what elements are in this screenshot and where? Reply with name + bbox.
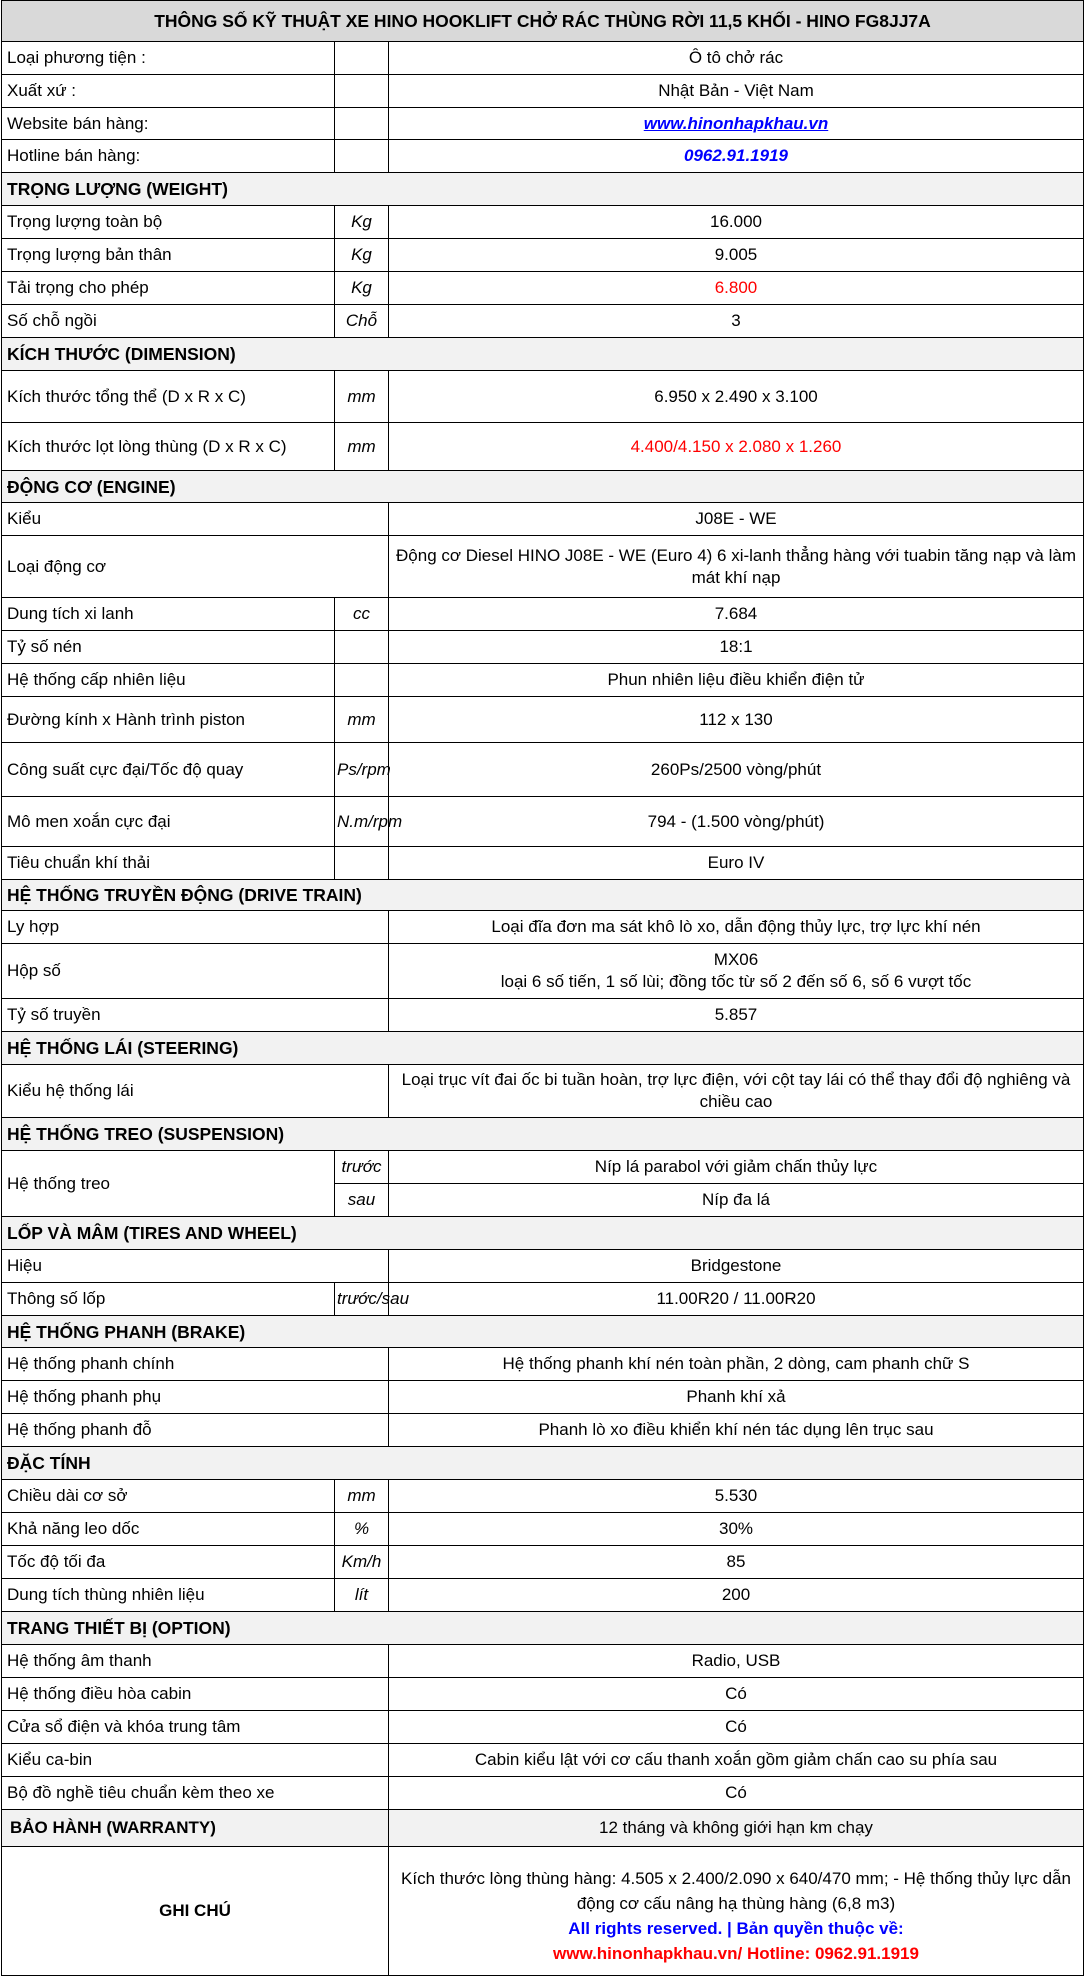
spec-unit: mm	[335, 423, 389, 471]
spec-label: Hệ thống điều hòa cabin	[2, 1678, 389, 1711]
spec-label: Số chỗ ngồi	[2, 305, 335, 338]
spec-value: Níp lá parabol với giảm chấn thủy lực	[389, 1151, 1084, 1184]
section-header-trang-thiet-bi-option	[2, 1612, 1084, 1645]
hotline-value: 0962.91.1919	[389, 140, 1084, 173]
spec-row-mo-men-xoan-cuc-dai	[2, 797, 1084, 847]
spec-unit: Km/h	[335, 1546, 389, 1579]
spec-unit	[335, 847, 389, 880]
warranty-row	[2, 1810, 1084, 1847]
spec-value: 794 - (1.500 vòng/phút)	[389, 797, 1084, 847]
spec-value: 6.950 x 2.490 x 3.100	[389, 371, 1084, 423]
spec-label: Hệ thống âm thanh	[2, 1645, 389, 1678]
section-header-dong-co-engine	[2, 471, 1084, 503]
spec-row-duong-kinh-x-hanh-trinh-piston	[2, 697, 1084, 743]
footer-contact[interactable]: www.hinonhapkhau.vn/ Hotline: 0962.91.1919	[553, 1944, 919, 1963]
spec-row-kha-nang-leo-doc	[2, 1513, 1084, 1546]
spec-label: Loại động cơ	[2, 536, 389, 598]
spec-row-cong-suat-cuc-dai-toc-do-quay	[2, 743, 1084, 797]
spec-unit: Kg	[335, 206, 389, 239]
spec-label: Bộ đồ nghề tiêu chuẩn kèm theo xe	[2, 1777, 389, 1810]
warranty-value: 12 tháng và không giới hạn km chạy	[389, 1810, 1084, 1847]
spec-unit: Ps/rpm	[335, 743, 389, 797]
spec-label: Thông số lốp	[2, 1283, 335, 1316]
spec-value: 85	[389, 1546, 1084, 1579]
spec-row-he-thong-phanh-do	[2, 1414, 1084, 1447]
spec-unit: mm	[335, 1480, 389, 1513]
spec-label: Loại phương tiện :	[2, 42, 335, 75]
section-header-dac-tinh	[2, 1447, 1084, 1480]
note-label: GHI CHÚ	[2, 1847, 389, 1976]
section-title: LỐP VÀ MÂM (TIRES AND WHEEL)	[2, 1217, 1084, 1250]
spec-row-he-thong-am-thanh	[2, 1645, 1084, 1678]
spec-row-hop-so	[2, 944, 1084, 999]
spec-value: Loại đĩa đơn ma sát khô lò xo, dẫn động thủy lực, trợ lực khí nén	[389, 911, 1084, 944]
spec-value: 260Ps/2500 vòng/phút	[389, 743, 1084, 797]
spec-unit: Chỗ	[335, 305, 389, 338]
title-row	[2, 1, 1084, 42]
spec-label: Hộp số	[2, 944, 389, 999]
spec-label: Dung tích xi lanh	[2, 598, 335, 631]
spec-value: 3	[389, 305, 1084, 338]
spec-unit: Kg	[335, 272, 389, 305]
section-title: HỆ THỐNG LÁI (STEERING)	[2, 1032, 1084, 1065]
spec-row-bo-do-nghe-tieu-chuan-kem-theo-xe	[2, 1777, 1084, 1810]
spec-value: Euro IV	[389, 847, 1084, 880]
section-header-lop-va-mam-tires-and-wheel	[2, 1217, 1084, 1250]
spec-row-trong-luong-ban-than	[2, 239, 1084, 272]
spec-label: Trọng lượng toàn bộ	[2, 206, 335, 239]
spec-label: Xuất xứ :	[2, 75, 335, 108]
spec-unit: mm	[335, 371, 389, 423]
spec-row-kieu-he-thong-lai	[2, 1065, 1084, 1118]
spec-label: Hệ thống cấp nhiên liệu	[2, 664, 335, 697]
spec-value: Nhật Bản - Việt Nam	[389, 75, 1084, 108]
spec-unit: trước	[335, 1151, 389, 1184]
spec-value: 7.684	[389, 598, 1084, 631]
spec-label: Tải trọng cho phép	[2, 272, 335, 305]
spec-row-kieu-ca-bin	[2, 1744, 1084, 1777]
spec-label: Website bán hàng:	[2, 108, 335, 140]
section-title: TRỌNG LƯỢNG (WEIGHT)	[2, 173, 1084, 206]
spec-row-kieu	[2, 503, 1084, 536]
spec-value: Có	[389, 1777, 1084, 1810]
section-header-he-thong-truyen-dong-drive-train	[2, 880, 1084, 911]
spec-row-dung-tich-thung-nhien-lieu	[2, 1579, 1084, 1612]
spec-unit: trước/sau	[335, 1283, 389, 1316]
spec-row-hotline-ban-hang	[2, 140, 1084, 173]
note-row	[2, 1847, 1084, 1976]
spec-value: 16.000	[389, 206, 1084, 239]
spec-label: Hiệu	[2, 1250, 389, 1283]
section-title: KÍCH THƯỚC (DIMENSION)	[2, 338, 1084, 371]
spec-row-chieu-dai-co-so	[2, 1480, 1084, 1513]
spec-row-hieu	[2, 1250, 1084, 1283]
spec-value: Cabin kiểu lật với cơ cấu thanh xoắn gồm giảm chấn cao su phía sau	[389, 1744, 1084, 1777]
spec-label: Mô men xoắn cực đại	[2, 797, 335, 847]
spec-value: 200	[389, 1579, 1084, 1612]
section-header-he-thong-treo-suspension	[2, 1118, 1084, 1151]
spec-row-ty-so-nen	[2, 631, 1084, 664]
section-title: HỆ THỐNG PHANH (BRAKE)	[2, 1316, 1084, 1348]
spec-row-loai-dong-co	[2, 536, 1084, 598]
spec-row-he-thong-phanh-chinh	[2, 1348, 1084, 1381]
spec-row-he-thong-dieu-hoa-cabin	[2, 1678, 1084, 1711]
section-title: HỆ THỐNG TRUYỀN ĐỘNG (DRIVE TRAIN)	[2, 880, 1084, 911]
spec-label: Ly hợp	[2, 911, 389, 944]
spec-label: Dung tích thùng nhiên liệu	[2, 1579, 335, 1612]
spec-label: Hotline bán hàng:	[2, 140, 335, 173]
spec-value-line: loại 6 số tiến, 1 số lùi; đồng tốc từ số 2 đến số 6, số 6 vượt tốc	[500, 972, 972, 991]
spec-label: Kiểu	[2, 503, 389, 536]
spec-label: Trọng lượng bản thân	[2, 239, 335, 272]
spec-row-so-cho-ngoi	[2, 305, 1084, 338]
spec-value: 4.400/4.150 x 2.080 x 1.260	[389, 423, 1084, 471]
spec-row-tai-trong-cho-phep	[2, 272, 1084, 305]
spec-row-toc-do-toi-da	[2, 1546, 1084, 1579]
spec-value: Ô tô chở rác	[389, 42, 1084, 75]
spec-label: Kích thước tổng thể (D x R x C)	[2, 371, 335, 423]
spec-value: 5.857	[389, 999, 1084, 1032]
spec-value: Radio, USB	[389, 1645, 1084, 1678]
spec-unit: sau	[335, 1184, 389, 1217]
website-link[interactable]: www.hinonhapkhau.vn	[643, 113, 829, 133]
spec-label: Hệ thống phanh đỗ	[2, 1414, 389, 1447]
spec-value: 5.530	[389, 1480, 1084, 1513]
spec-unit	[335, 75, 389, 108]
spec-value: J08E - WE	[389, 503, 1084, 536]
spec-unit: lít	[335, 1579, 389, 1612]
spec-row-he-thong-cap-nhien-lieu	[2, 664, 1084, 697]
spec-unit	[335, 42, 389, 75]
spec-value: 112 x 130	[389, 697, 1084, 743]
spec-label: Kích thước lọt lòng thùng (D x R x C)	[2, 423, 335, 471]
spec-label: Khả năng leo dốc	[2, 1513, 335, 1546]
spec-unit	[335, 664, 389, 697]
spec-unit	[335, 140, 389, 173]
spec-row-thong-so-lop	[2, 1283, 1084, 1316]
spec-label: Chiều dài cơ sở	[2, 1480, 335, 1513]
spec-label: Cửa sổ điện và khóa trung tâm	[2, 1711, 389, 1744]
spec-label: Kiểu ca-bin	[2, 1744, 389, 1777]
spec-value: Có	[389, 1678, 1084, 1711]
spec-unit: cc	[335, 598, 389, 631]
rights-text: All rights reserved. | Bản quyền thuộc về:	[568, 1919, 904, 1938]
spec-value: 6.800	[389, 272, 1084, 305]
spec-label: Tỷ số truyền	[2, 999, 389, 1032]
spec-value: Hệ thống phanh khí nén toàn phần, 2 dòng, cam phanh chữ S	[389, 1348, 1084, 1381]
spec-value-line: MX06	[713, 950, 759, 969]
spec-row-he-thong-phanh-phu	[2, 1381, 1084, 1414]
spec-value: Phun nhiên liệu điều khiển điện tử	[389, 664, 1084, 697]
spec-value: Níp đa lá	[389, 1184, 1084, 1217]
spec-value: Có	[389, 1711, 1084, 1744]
spec-value: Phanh khí xả	[389, 1381, 1084, 1414]
spec-row-kich-thuoc-tong-the-d-x-r-x-c	[2, 371, 1084, 423]
spec-row-loai-phuong-tien	[2, 42, 1084, 75]
section-header-trong-luong-weight	[2, 173, 1084, 206]
spec-row-dung-tich-xi-lanh	[2, 598, 1084, 631]
spec-unit	[335, 108, 389, 140]
spec-row-kich-thuoc-lot-long-thung-d-x-r-x-c	[2, 423, 1084, 471]
spec-value: 18:1	[389, 631, 1084, 664]
spec-row-website-ban-hang	[2, 108, 1084, 140]
spec-value: 11.00R20 / 11.00R20	[389, 1283, 1084, 1316]
spec-unit: mm	[335, 697, 389, 743]
spec-value: Động cơ Diesel HINO J08E - WE (Euro 4) 6 xi-lanh thẳng hàng với tuabin tăng nạp và làm mát khí nạp	[389, 536, 1084, 598]
spec-label: Kiểu hệ thống lái	[2, 1065, 389, 1118]
spec-unit: N.m/rpm	[335, 797, 389, 847]
section-title: TRANG THIẾT BỊ (OPTION)	[2, 1612, 1084, 1645]
section-header-he-thong-phanh-brake	[2, 1316, 1084, 1348]
spec-row-he-thong-treo-front	[2, 1151, 1084, 1184]
section-header-kich-thuoc-dimension	[2, 338, 1084, 371]
spec-label: Công suất cực đại/Tốc độ quay	[2, 743, 335, 797]
section-title: ĐỘNG CƠ (ENGINE)	[2, 471, 1084, 503]
spec-row-ty-so-truyen	[2, 999, 1084, 1032]
spec-row-ly-hop	[2, 911, 1084, 944]
spec-table	[1, 0, 1084, 1976]
spec-unit	[335, 631, 389, 664]
spec-row-tieu-chuan-khi-thai	[2, 847, 1084, 880]
spec-label: Đường kính x Hành trình piston	[2, 697, 335, 743]
spec-label: Tiêu chuẩn khí thải	[2, 847, 335, 880]
spec-unit: %	[335, 1513, 389, 1546]
warranty-label: BẢO HÀNH (WARRANTY)	[2, 1810, 389, 1847]
spec-value	[389, 944, 1084, 999]
spec-label: Tốc độ tối đa	[2, 1546, 335, 1579]
spec-unit: Kg	[335, 239, 389, 272]
spec-value: Loại trục vít đai ốc bi tuần hoàn, trợ lực điện, với cột tay lái có thể thay đổi độ nghiêng và chiều cao	[389, 1065, 1084, 1118]
website-cell	[389, 108, 1084, 140]
section-title: ĐẶC TÍNH	[2, 1447, 1084, 1480]
spec-label: Tỷ số nén	[2, 631, 335, 664]
spec-label: Hệ thống phanh phụ	[2, 1381, 389, 1414]
spec-value: 9.005	[389, 239, 1084, 272]
spec-row-cua-so-dien-va-khoa-trung-tam	[2, 1711, 1084, 1744]
note-value	[389, 1847, 1084, 1976]
page-title: THÔNG SỐ KỸ THUẬT XE HINO HOOKLIFT CHỞ RÁC THÙNG RỜI 11,5 KHỐI - HINO FG8JJ7A	[2, 1, 1084, 42]
spec-row-trong-luong-toan-bo	[2, 206, 1084, 239]
spec-value: Phanh lò xo điều khiển khí nén tác dụng lên trục sau	[389, 1414, 1084, 1447]
section-title: HỆ THỐNG TREO (SUSPENSION)	[2, 1118, 1084, 1151]
spec-label: Hệ thống phanh chính	[2, 1348, 389, 1381]
spec-label: Hệ thống treo	[2, 1151, 335, 1217]
spec-value: Bridgestone	[389, 1250, 1084, 1283]
section-header-he-thong-lai-steering	[2, 1032, 1084, 1065]
spec-row-xuat-xu	[2, 75, 1084, 108]
note-text: Kích thước lòng thùng hàng: 4.505 x 2.400/2.090 x 640/470 mm; - Hệ thống thủy lực dẫn động cơ cấu nâng hạ thùng hàng (6,8 m3)	[401, 1869, 1071, 1913]
spec-value: 30%	[389, 1513, 1084, 1546]
